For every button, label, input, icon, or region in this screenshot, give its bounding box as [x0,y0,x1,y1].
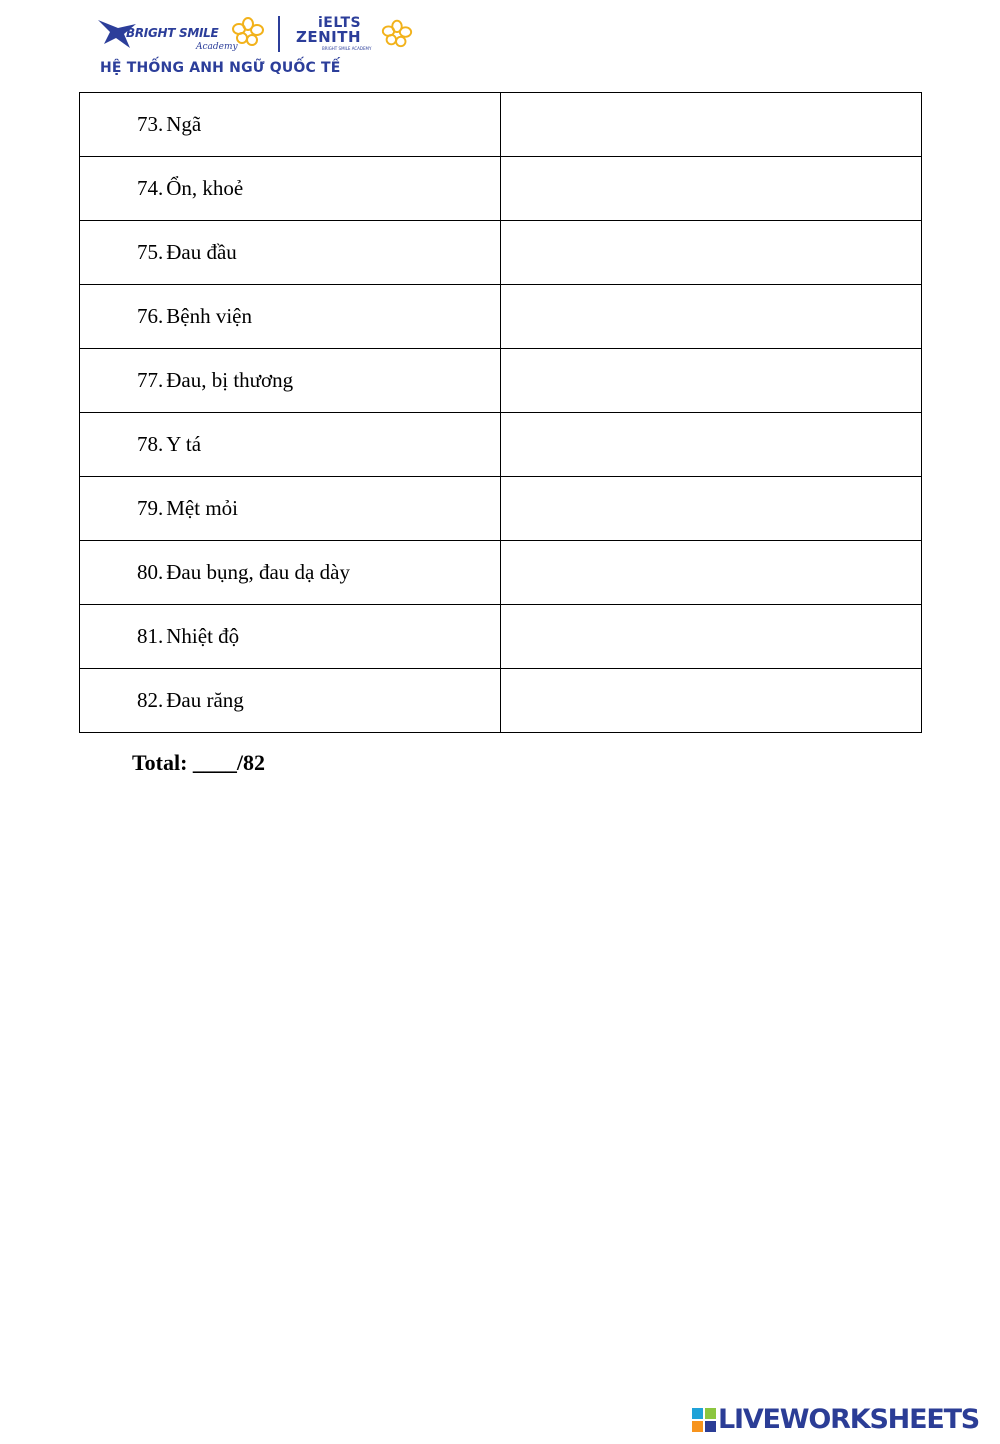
header-logos [96,12,426,82]
answer-cell[interactable] [501,157,922,221]
vietnamese-word-cell [80,477,501,541]
logo-divider [278,16,280,52]
table-row [80,605,922,669]
answer-cell[interactable] [501,541,922,605]
item-number: 74. [137,176,164,200]
item-number: 78. [137,432,164,456]
vietnamese-word: Ngã [166,112,202,136]
item-number: 79. [137,496,164,520]
item-number: 81. [137,624,164,648]
table-row [80,541,922,605]
vietnamese-word-cell [80,541,501,605]
answer-cell[interactable] [501,605,922,669]
bright-smile-academy-text: Academy [196,42,238,52]
item-number: 80. [137,560,164,584]
zenith-logo-text: ZENITH [296,28,362,46]
table-row [80,221,922,285]
liveworksheets-text: LIVEWORKSHEETS [718,1404,980,1435]
zenith-sub-text: BRIGHT SMILE ACADEMY [322,46,372,51]
vietnamese-word-cell [80,285,501,349]
item-number: 76. [137,304,164,328]
logo-row [96,12,426,60]
table-row [80,93,922,157]
item-number: 73. [137,112,164,136]
vietnamese-word-cell [80,221,501,285]
vietnamese-word: Đau răng [166,688,244,712]
table-row [80,349,922,413]
vietnamese-word-cell [80,669,501,733]
table-row [80,157,922,221]
vietnamese-word-cell [80,93,501,157]
vietnamese-word: Mệt mỏi [166,496,238,520]
vietnamese-word: Đau, bị thương [166,368,294,392]
answer-cell[interactable] [501,221,922,285]
item-number: 82. [137,688,164,712]
bright-smile-logo-text: BRIGHT SMILE [126,26,219,40]
vietnamese-word-cell [80,349,501,413]
vietnamese-word-cell [80,157,501,221]
vietnamese-word: Ổn, khoẻ [166,176,244,200]
answer-cell[interactable] [501,477,922,541]
answer-cell[interactable] [501,669,922,733]
vietnamese-word: Y tá [166,432,202,456]
table-row [80,285,922,349]
header-title: HỆ THỐNG ANH NGỮ QUỐC TẾ [100,60,341,76]
vietnamese-word: Đau đầu [166,240,237,264]
vietnamese-word-cell [80,605,501,669]
vocabulary-table [79,92,922,733]
table-row [80,413,922,477]
flower-icon [230,16,266,46]
table-row [80,669,922,733]
table-row [80,477,922,541]
flower-icon [380,18,414,48]
ielts-logo-text: iELTS [318,15,362,31]
vietnamese-word: Bệnh viện [166,304,252,328]
answer-cell[interactable] [501,285,922,349]
vietnamese-word-cell [80,413,501,477]
answer-cell[interactable] [501,93,922,157]
liveworksheets-icon [692,1408,716,1432]
answer-cell[interactable] [501,413,922,477]
vietnamese-word: Đau bụng, đau dạ dày [166,560,350,584]
item-number: 75. [137,240,164,264]
answer-cell[interactable] [501,349,922,413]
vietnamese-word: Nhiệt độ [166,624,240,648]
total-score: Total: ____/82 [132,750,266,775]
item-number: 77. [137,368,164,392]
